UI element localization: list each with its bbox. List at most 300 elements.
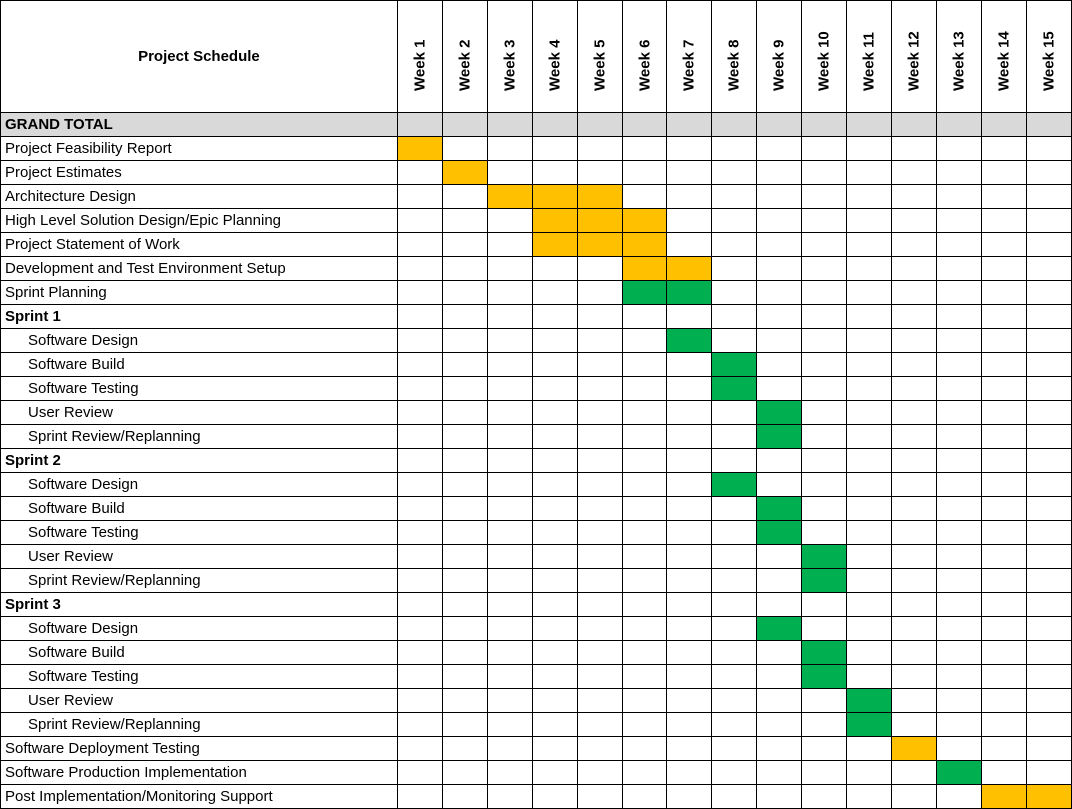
gantt-bar-green[interactable] [757, 401, 802, 425]
grid-cell[interactable] [667, 137, 712, 161]
gantt-bar-green[interactable] [667, 329, 712, 353]
grid-cell[interactable] [847, 209, 892, 233]
grid-cell[interactable] [937, 569, 982, 593]
grid-cell[interactable] [892, 689, 937, 713]
grid-cell[interactable] [847, 329, 892, 353]
grid-cell[interactable] [982, 713, 1027, 737]
grid-cell[interactable] [982, 761, 1027, 785]
grid-cell[interactable] [892, 425, 937, 449]
week-header-6[interactable] [622, 1, 667, 113]
grid-cell[interactable] [712, 137, 757, 161]
grid-cell[interactable] [487, 641, 532, 665]
grid-cell[interactable] [577, 305, 622, 329]
grid-cell[interactable] [982, 209, 1027, 233]
grid-cell[interactable] [982, 353, 1027, 377]
grid-cell[interactable] [487, 521, 532, 545]
grid-cell[interactable] [892, 113, 937, 137]
grid-cell[interactable] [397, 305, 442, 329]
grid-cell[interactable] [757, 761, 802, 785]
grid-cell[interactable] [847, 233, 892, 257]
grid-cell[interactable] [1026, 665, 1071, 689]
grid-cell[interactable] [802, 449, 847, 473]
grid-cell[interactable] [667, 161, 712, 185]
gantt-bar-green[interactable] [712, 377, 757, 401]
grid-cell[interactable] [892, 305, 937, 329]
gantt-bar-amber[interactable] [622, 257, 667, 281]
grid-cell[interactable] [847, 137, 892, 161]
grid-cell[interactable] [847, 521, 892, 545]
grid-cell[interactable] [397, 545, 442, 569]
grid-cell[interactable] [622, 761, 667, 785]
grid-cell[interactable] [847, 305, 892, 329]
gantt-bar-amber[interactable] [577, 233, 622, 257]
grid-cell[interactable] [1026, 377, 1071, 401]
grid-cell[interactable] [442, 689, 487, 713]
grid-cell[interactable] [532, 305, 577, 329]
grid-cell[interactable] [532, 161, 577, 185]
grid-cell[interactable] [712, 569, 757, 593]
gantt-bar-amber[interactable] [577, 185, 622, 209]
grid-cell[interactable] [847, 377, 892, 401]
grid-cell[interactable] [982, 497, 1027, 521]
grid-cell[interactable] [982, 641, 1027, 665]
grid-cell[interactable] [892, 497, 937, 521]
grid-cell[interactable] [892, 401, 937, 425]
grid-cell[interactable] [802, 161, 847, 185]
grid-cell[interactable] [712, 689, 757, 713]
grid-cell[interactable] [487, 569, 532, 593]
gantt-bar-green[interactable] [712, 353, 757, 377]
grid-cell[interactable] [397, 161, 442, 185]
grid-cell[interactable] [577, 689, 622, 713]
grid-cell[interactable] [487, 545, 532, 569]
grid-cell[interactable] [757, 593, 802, 617]
grid-cell[interactable] [577, 641, 622, 665]
grid-cell[interactable] [1026, 113, 1071, 137]
grid-cell[interactable] [487, 329, 532, 353]
gantt-bar-green[interactable] [712, 473, 757, 497]
grid-cell[interactable] [667, 113, 712, 137]
grid-cell[interactable] [712, 449, 757, 473]
grid-cell[interactable] [532, 593, 577, 617]
grid-cell[interactable] [712, 233, 757, 257]
week-header-4[interactable] [532, 1, 577, 113]
grid-cell[interactable] [802, 353, 847, 377]
grid-cell[interactable] [442, 209, 487, 233]
grid-cell[interactable] [712, 185, 757, 209]
gantt-bar-amber[interactable] [892, 737, 937, 761]
grid-cell[interactable] [622, 377, 667, 401]
grid-cell[interactable] [982, 617, 1027, 641]
grid-cell[interactable] [982, 521, 1027, 545]
grid-cell[interactable] [487, 353, 532, 377]
grid-cell[interactable] [1026, 329, 1071, 353]
task-label[interactable]: Software Build [1, 641, 398, 665]
grid-cell[interactable] [397, 233, 442, 257]
grid-cell[interactable] [937, 785, 982, 809]
grid-cell[interactable] [1026, 617, 1071, 641]
grid-cell[interactable] [532, 521, 577, 545]
grid-cell[interactable] [487, 449, 532, 473]
grid-cell[interactable] [622, 161, 667, 185]
gantt-bar-amber[interactable] [532, 209, 577, 233]
week-header-11[interactable] [847, 1, 892, 113]
grid-cell[interactable] [937, 545, 982, 569]
grid-cell[interactable] [712, 761, 757, 785]
grid-cell[interactable] [937, 281, 982, 305]
gantt-bar-green[interactable] [847, 689, 892, 713]
grid-cell[interactable] [937, 353, 982, 377]
grid-cell[interactable] [577, 665, 622, 689]
grid-cell[interactable] [892, 761, 937, 785]
grid-cell[interactable] [487, 689, 532, 713]
grid-cell[interactable] [667, 401, 712, 425]
grid-cell[interactable] [622, 617, 667, 641]
grid-cell[interactable] [802, 617, 847, 641]
grid-cell[interactable] [892, 569, 937, 593]
schedule-title[interactable]: Project Schedule [1, 1, 398, 113]
grid-cell[interactable] [892, 545, 937, 569]
grid-cell[interactable] [487, 377, 532, 401]
grid-cell[interactable] [892, 473, 937, 497]
grid-cell[interactable] [712, 257, 757, 281]
grid-cell[interactable] [532, 449, 577, 473]
grid-cell[interactable] [1026, 161, 1071, 185]
gantt-bar-green[interactable] [757, 617, 802, 641]
grid-cell[interactable] [712, 713, 757, 737]
grid-cell[interactable] [622, 689, 667, 713]
week-header-12[interactable] [892, 1, 937, 113]
grid-cell[interactable] [892, 641, 937, 665]
grid-cell[interactable] [487, 737, 532, 761]
grid-cell[interactable] [442, 521, 487, 545]
grid-cell[interactable] [442, 569, 487, 593]
grid-cell[interactable] [487, 401, 532, 425]
grid-cell[interactable] [712, 281, 757, 305]
grid-cell[interactable] [442, 449, 487, 473]
task-label[interactable]: Software Build [1, 353, 398, 377]
grid-cell[interactable] [892, 233, 937, 257]
grid-cell[interactable] [982, 257, 1027, 281]
grid-cell[interactable] [892, 449, 937, 473]
grid-cell[interactable] [532, 329, 577, 353]
grid-cell[interactable] [1026, 281, 1071, 305]
grid-cell[interactable] [802, 305, 847, 329]
grid-cell[interactable] [622, 569, 667, 593]
grid-cell[interactable] [397, 185, 442, 209]
grid-cell[interactable] [622, 353, 667, 377]
grid-cell[interactable] [712, 665, 757, 689]
grid-cell[interactable] [397, 425, 442, 449]
grid-cell[interactable] [442, 761, 487, 785]
grid-cell[interactable] [757, 569, 802, 593]
grid-cell[interactable] [712, 545, 757, 569]
grid-cell[interactable] [937, 137, 982, 161]
grid-cell[interactable] [1026, 257, 1071, 281]
grid-cell[interactable] [937, 377, 982, 401]
grid-cell[interactable] [487, 209, 532, 233]
gantt-bar-amber[interactable] [532, 185, 577, 209]
grid-cell[interactable] [532, 665, 577, 689]
grid-cell[interactable] [532, 473, 577, 497]
grid-cell[interactable] [487, 473, 532, 497]
grid-cell[interactable] [757, 329, 802, 353]
grid-cell[interactable] [622, 137, 667, 161]
grid-cell[interactable] [442, 257, 487, 281]
grid-cell[interactable] [442, 137, 487, 161]
grid-cell[interactable] [937, 665, 982, 689]
grid-cell[interactable] [577, 353, 622, 377]
grid-cell[interactable] [982, 137, 1027, 161]
grid-cell[interactable] [667, 593, 712, 617]
grid-cell[interactable] [802, 521, 847, 545]
grid-cell[interactable] [487, 161, 532, 185]
grid-cell[interactable] [532, 641, 577, 665]
grid-cell[interactable] [667, 185, 712, 209]
grid-cell[interactable] [667, 617, 712, 641]
grid-cell[interactable] [937, 185, 982, 209]
grid-cell[interactable] [937, 689, 982, 713]
grid-cell[interactable] [667, 449, 712, 473]
week-header-1[interactable] [397, 1, 442, 113]
grid-cell[interactable] [532, 785, 577, 809]
grid-cell[interactable] [487, 257, 532, 281]
grid-cell[interactable] [532, 377, 577, 401]
grid-cell[interactable] [622, 113, 667, 137]
task-label[interactable]: Sprint Review/Replanning [1, 425, 398, 449]
gantt-bar-amber[interactable] [622, 209, 667, 233]
grid-cell[interactable] [937, 257, 982, 281]
grid-cell[interactable] [577, 425, 622, 449]
grid-cell[interactable] [397, 665, 442, 689]
grid-cell[interactable] [982, 377, 1027, 401]
grid-cell[interactable] [397, 737, 442, 761]
grid-cell[interactable] [577, 737, 622, 761]
grid-cell[interactable] [757, 305, 802, 329]
grid-cell[interactable] [847, 473, 892, 497]
grid-cell[interactable] [487, 665, 532, 689]
grid-cell[interactable] [442, 665, 487, 689]
grid-cell[interactable] [937, 617, 982, 641]
grid-cell[interactable] [667, 233, 712, 257]
grid-cell[interactable] [982, 161, 1027, 185]
grid-cell[interactable] [802, 113, 847, 137]
grid-cell[interactable] [712, 617, 757, 641]
grid-cell[interactable] [937, 233, 982, 257]
grid-cell[interactable] [847, 497, 892, 521]
grid-cell[interactable] [757, 353, 802, 377]
grid-cell[interactable] [937, 209, 982, 233]
grid-cell[interactable] [397, 641, 442, 665]
grid-cell[interactable] [577, 785, 622, 809]
task-label[interactable]: Project Estimates [1, 161, 398, 185]
grid-cell[interactable] [622, 521, 667, 545]
grid-cell[interactable] [532, 569, 577, 593]
grid-cell[interactable] [577, 137, 622, 161]
grid-cell[interactable] [622, 329, 667, 353]
grid-cell[interactable] [442, 281, 487, 305]
week-header-10[interactable] [802, 1, 847, 113]
grid-cell[interactable] [1026, 689, 1071, 713]
grid-cell[interactable] [982, 545, 1027, 569]
grid-cell[interactable] [1026, 401, 1071, 425]
grid-cell[interactable] [1026, 737, 1071, 761]
grid-cell[interactable] [982, 473, 1027, 497]
gantt-bar-amber[interactable] [532, 233, 577, 257]
grid-cell[interactable] [442, 545, 487, 569]
grid-cell[interactable] [1026, 449, 1071, 473]
grid-cell[interactable] [892, 593, 937, 617]
grid-cell[interactable] [757, 545, 802, 569]
task-label[interactable]: User Review [1, 545, 398, 569]
grid-cell[interactable] [1026, 137, 1071, 161]
grid-cell[interactable] [982, 305, 1027, 329]
grid-cell[interactable] [937, 425, 982, 449]
grid-cell[interactable] [442, 353, 487, 377]
grid-cell[interactable] [892, 377, 937, 401]
grid-cell[interactable] [982, 425, 1027, 449]
grid-cell[interactable] [397, 617, 442, 641]
grid-cell[interactable] [1026, 521, 1071, 545]
grid-cell[interactable] [532, 137, 577, 161]
grid-cell[interactable] [622, 449, 667, 473]
grid-cell[interactable] [442, 377, 487, 401]
gantt-bar-amber[interactable] [442, 161, 487, 185]
grid-cell[interactable] [1026, 545, 1071, 569]
grid-cell[interactable] [577, 713, 622, 737]
week-header-2[interactable] [442, 1, 487, 113]
grid-cell[interactable] [397, 521, 442, 545]
grid-cell[interactable] [1026, 713, 1071, 737]
grid-cell[interactable] [397, 473, 442, 497]
grid-cell[interactable] [487, 497, 532, 521]
grid-cell[interactable] [802, 497, 847, 521]
grid-cell[interactable] [487, 281, 532, 305]
gantt-bar-green[interactable] [757, 425, 802, 449]
gantt-bar-amber[interactable] [622, 233, 667, 257]
grid-cell[interactable] [847, 353, 892, 377]
grid-cell[interactable] [712, 785, 757, 809]
grid-cell[interactable] [442, 401, 487, 425]
grid-cell[interactable] [757, 137, 802, 161]
grid-cell[interactable] [487, 785, 532, 809]
task-label[interactable]: Software Testing [1, 521, 398, 545]
grid-cell[interactable] [982, 689, 1027, 713]
grid-cell[interactable] [397, 401, 442, 425]
grid-cell[interactable] [442, 473, 487, 497]
grid-cell[interactable] [802, 737, 847, 761]
grid-cell[interactable] [487, 305, 532, 329]
grid-cell[interactable] [757, 377, 802, 401]
gantt-bar-green[interactable] [847, 713, 892, 737]
grid-cell[interactable] [892, 329, 937, 353]
grid-cell[interactable] [802, 137, 847, 161]
grid-cell[interactable] [757, 113, 802, 137]
week-header-3[interactable] [487, 1, 532, 113]
gantt-bar-green[interactable] [622, 281, 667, 305]
grid-cell[interactable] [847, 545, 892, 569]
grid-cell[interactable] [667, 521, 712, 545]
grid-cell[interactable] [667, 473, 712, 497]
grid-cell[interactable] [622, 545, 667, 569]
grid-cell[interactable] [802, 425, 847, 449]
grid-cell[interactable] [577, 113, 622, 137]
week-header-13[interactable] [937, 1, 982, 113]
grid-cell[interactable] [892, 137, 937, 161]
grid-cell[interactable] [712, 497, 757, 521]
gantt-bar-green[interactable] [802, 665, 847, 689]
grid-cell[interactable] [577, 449, 622, 473]
grid-cell[interactable] [982, 401, 1027, 425]
task-label[interactable]: Sprint Planning [1, 281, 398, 305]
grid-cell[interactable] [892, 161, 937, 185]
grid-cell[interactable] [667, 713, 712, 737]
task-label[interactable]: Development and Test Environment Setup [1, 257, 398, 281]
grid-cell[interactable] [397, 353, 442, 377]
task-label[interactable]: Architecture Design [1, 185, 398, 209]
grid-cell[interactable] [937, 593, 982, 617]
grid-cell[interactable] [532, 497, 577, 521]
grid-cell[interactable] [397, 785, 442, 809]
grid-cell[interactable] [847, 569, 892, 593]
grid-cell[interactable] [757, 161, 802, 185]
gantt-bar-green[interactable] [937, 761, 982, 785]
grid-cell[interactable] [1026, 209, 1071, 233]
grid-cell[interactable] [532, 689, 577, 713]
grid-cell[interactable] [937, 497, 982, 521]
grid-cell[interactable] [847, 281, 892, 305]
grid-cell[interactable] [622, 425, 667, 449]
grid-cell[interactable] [442, 233, 487, 257]
grid-cell[interactable] [982, 185, 1027, 209]
grid-cell[interactable] [847, 257, 892, 281]
grid-cell[interactable] [892, 353, 937, 377]
grid-cell[interactable] [802, 473, 847, 497]
week-header-5[interactable] [577, 1, 622, 113]
grid-cell[interactable] [532, 257, 577, 281]
grid-cell[interactable] [892, 617, 937, 641]
task-label[interactable]: Sprint 3 [1, 593, 398, 617]
grid-cell[interactable] [532, 545, 577, 569]
grid-cell[interactable] [622, 305, 667, 329]
grid-cell[interactable] [892, 209, 937, 233]
task-label[interactable]: Post Implementation/Monitoring Support [1, 785, 398, 809]
grid-cell[interactable] [1026, 185, 1071, 209]
task-label[interactable]: GRAND TOTAL [1, 113, 398, 137]
task-label[interactable]: Software Design [1, 329, 398, 353]
grid-cell[interactable] [937, 305, 982, 329]
grid-cell[interactable] [622, 665, 667, 689]
grid-cell[interactable] [712, 521, 757, 545]
task-label[interactable]: Software Deployment Testing [1, 737, 398, 761]
gantt-bar-green[interactable] [757, 497, 802, 521]
grid-cell[interactable] [397, 113, 442, 137]
grid-cell[interactable] [667, 377, 712, 401]
grid-cell[interactable] [667, 353, 712, 377]
grid-cell[interactable] [982, 665, 1027, 689]
grid-cell[interactable] [667, 545, 712, 569]
grid-cell[interactable] [487, 425, 532, 449]
grid-cell[interactable] [982, 737, 1027, 761]
grid-cell[interactable] [667, 665, 712, 689]
grid-cell[interactable] [622, 737, 667, 761]
grid-cell[interactable] [442, 185, 487, 209]
grid-cell[interactable] [532, 737, 577, 761]
grid-cell[interactable] [397, 377, 442, 401]
grid-cell[interactable] [847, 161, 892, 185]
gantt-bar-amber[interactable] [982, 785, 1027, 809]
grid-cell[interactable] [667, 641, 712, 665]
